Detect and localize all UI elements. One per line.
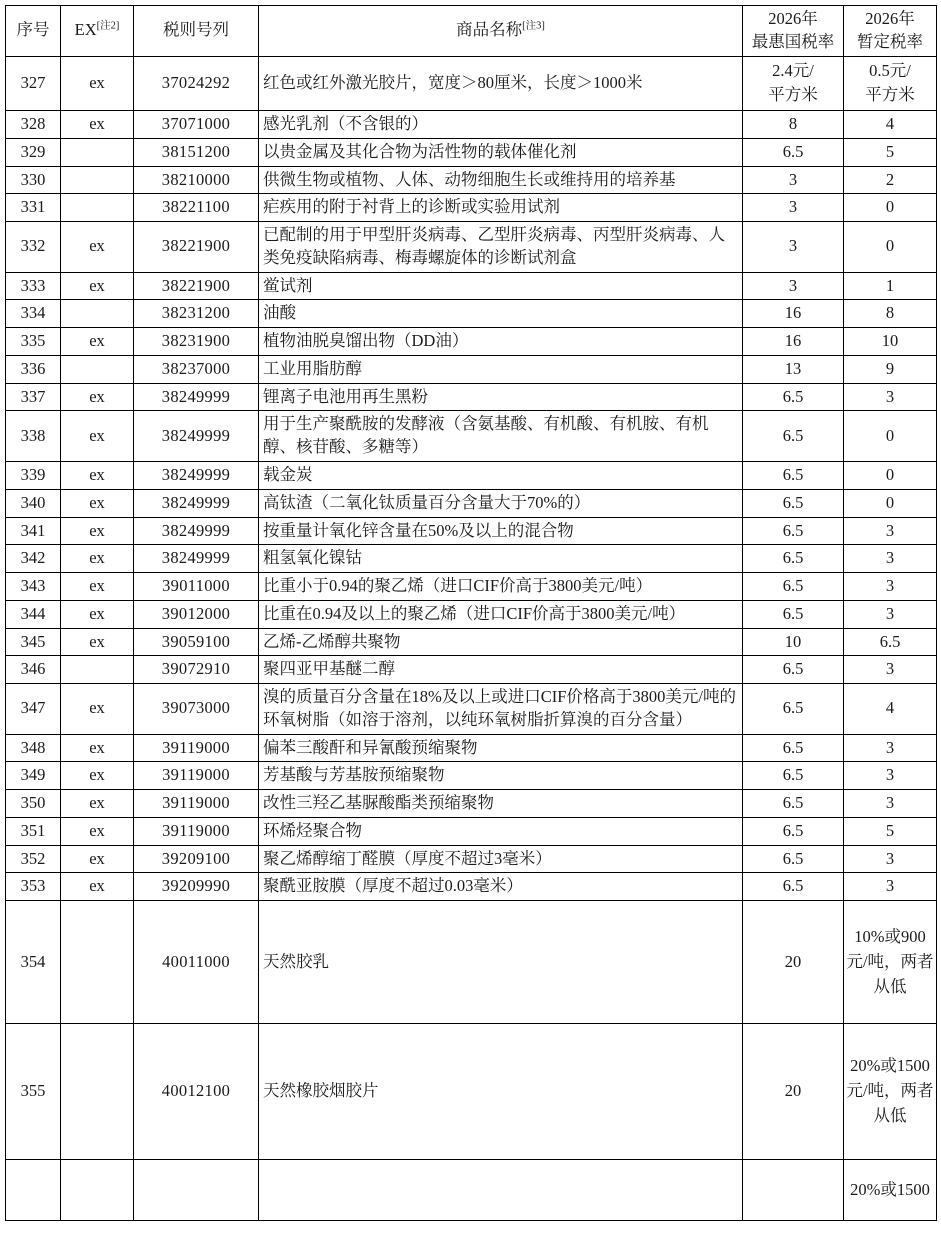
table-row[interactable] (6, 684, 937, 735)
cell-ex-marker (61, 300, 134, 328)
cell-provisional-rate: 6.5 (844, 628, 937, 656)
cell-mfn-rate: 2.4元/ 平方米 (743, 56, 844, 111)
cell-ex-marker: ex (61, 383, 134, 411)
cell-tariff-code: 38249999 (134, 489, 259, 517)
cell-product-name: 偏苯三酸酐和异氰酸预缩聚物 (259, 734, 743, 762)
cell-provisional-rate: 5 (844, 138, 937, 166)
cell-sequence-number: 352 (6, 845, 61, 873)
cell-tariff-code: 38231900 (134, 328, 259, 356)
cell-sequence-number: 329 (6, 138, 61, 166)
cell-tariff-code: 38221100 (134, 194, 259, 222)
header-label-ex-note: [注2] (96, 20, 120, 32)
cell-tariff-code: 39209990 (134, 873, 259, 901)
cell-sequence-number: 353 (6, 873, 61, 901)
cell-tariff-code: 38249999 (134, 461, 259, 489)
cell-product-name: 粗氢氧化镍钴 (259, 545, 743, 573)
cell-provisional-rate: 3 (844, 545, 937, 573)
cell-mfn-rate: 6.5 (743, 517, 844, 545)
cell-product-name: 已配制的用于甲型肝炎病毒、乙型肝炎病毒、丙型肝炎病毒、人类免疫缺陷病毒、梅毒螺旋体的诊断试剂盒 (259, 222, 743, 273)
table-row[interactable] (6, 734, 937, 762)
cell-ex-marker: ex (61, 111, 134, 139)
cell-tariff-code: 39119000 (134, 790, 259, 818)
cell-sequence-number: 331 (6, 194, 61, 222)
table-body (6, 56, 937, 1221)
cell-ex-marker: ex (61, 489, 134, 517)
cell-mfn-rate: 6.5 (743, 817, 844, 845)
cell-provisional-rate: 0 (844, 411, 937, 462)
table-row[interactable] (6, 762, 937, 790)
cell-sequence-number: 354 (6, 901, 61, 1024)
cell-ex-marker (61, 166, 134, 194)
table-row[interactable] (6, 489, 937, 517)
cell-ex-marker: ex (61, 517, 134, 545)
cell-tariff-code: 39119000 (134, 762, 259, 790)
table-row[interactable] (6, 383, 937, 411)
cell-ex-marker: ex (61, 573, 134, 601)
cell-mfn-rate: 6.5 (743, 461, 844, 489)
table-row[interactable] (6, 656, 937, 684)
cell-provisional-rate: 3 (844, 656, 937, 684)
cell-sequence-number: 347 (6, 684, 61, 735)
cell-product-name: 聚四亚甲基醚二醇 (259, 656, 743, 684)
cell-tariff-code: 37024292 (134, 56, 259, 111)
cell-sequence-number: 327 (6, 56, 61, 111)
cell-provisional-rate: 0 (844, 461, 937, 489)
column-header-provisional-rate (844, 6, 937, 57)
cell-product-name: 供微生物或植物、人体、动物细胞生长或维持用的培养基 (259, 166, 743, 194)
cell-sequence-number: 332 (6, 222, 61, 273)
cell-product-name: 红色或红外激光胶片，宽度＞80厘米，长度＞1000米 (259, 56, 743, 111)
cell-tariff-code: 37071000 (134, 111, 259, 139)
table-row[interactable] (6, 222, 937, 273)
table-row[interactable] (6, 790, 937, 818)
header-label-name-note: [注3] (522, 20, 545, 32)
cell-product-name: 工业用脂肪醇 (259, 355, 743, 383)
cell-provisional-rate: 4 (844, 111, 937, 139)
cell-mfn-rate: 6.5 (743, 684, 844, 735)
cell-provisional-rate: 3 (844, 573, 937, 601)
cell-tariff-code: 38231200 (134, 300, 259, 328)
cell-mfn-rate: 6.5 (743, 656, 844, 684)
cell-product-name: 鲎试剂 (259, 272, 743, 300)
cell-mfn-rate: 6.5 (743, 545, 844, 573)
header-label-name: 商品名称[注3] (456, 20, 545, 40)
table-row[interactable] (6, 272, 937, 300)
cell-ex-marker (61, 194, 134, 222)
cell-ex-marker: ex (61, 600, 134, 628)
cell-mfn-rate: 6.5 (743, 734, 844, 762)
cell-ex-marker: ex (61, 56, 134, 111)
table-row[interactable] (6, 300, 937, 328)
table-row[interactable] (6, 56, 937, 111)
cell-mfn-rate: 6.5 (743, 762, 844, 790)
cell-tariff-code: 38221900 (134, 272, 259, 300)
cell-product-name: 疟疾用的附于衬背上的诊断或实验用试剂 (259, 194, 743, 222)
cell-tariff-code: 38249999 (134, 411, 259, 462)
cell-provisional-rate: 3 (844, 517, 937, 545)
cell-tariff-code: 39209100 (134, 845, 259, 873)
cell-mfn-rate: 6.5 (743, 600, 844, 628)
cell-ex-marker: ex (61, 817, 134, 845)
cell-ex-marker: ex (61, 790, 134, 818)
cell-mfn-rate: 3 (743, 194, 844, 222)
cell-mfn-rate: 16 (743, 328, 844, 356)
cell-product-name (259, 1159, 743, 1221)
cell-mfn-rate: 13 (743, 355, 844, 383)
cell-product-name: 植物油脱臭馏出物（DD油） (259, 328, 743, 356)
cell-mfn-rate: 8 (743, 111, 844, 139)
cell-sequence-number: 341 (6, 517, 61, 545)
table-row[interactable] (6, 1024, 937, 1159)
cell-tariff-code: 38221900 (134, 222, 259, 273)
table-row[interactable] (6, 873, 937, 901)
cell-sequence-number: 338 (6, 411, 61, 462)
cell-product-name: 比重在0.94及以上的聚乙烯（进口CIF价高于3800美元/吨） (259, 600, 743, 628)
cell-provisional-rate: 0 (844, 222, 937, 273)
table-row[interactable] (6, 461, 937, 489)
cell-product-name: 感光乳剂（不含银的） (259, 111, 743, 139)
cell-sequence-number: 348 (6, 734, 61, 762)
cell-provisional-rate: 3 (844, 762, 937, 790)
table-row[interactable] (6, 845, 937, 873)
table-row[interactable] (6, 355, 937, 383)
cell-ex-marker: ex (61, 734, 134, 762)
table-row-partial[interactable] (6, 1159, 937, 1221)
cell-sequence-number: 336 (6, 355, 61, 383)
column-header-ex (61, 6, 134, 57)
cell-mfn-rate (743, 1159, 844, 1221)
cell-tariff-code: 39059100 (134, 628, 259, 656)
cell-sequence-number: 328 (6, 111, 61, 139)
cell-product-name: 乙烯-乙烯醇共聚物 (259, 628, 743, 656)
column-header-name (259, 6, 743, 57)
cell-provisional-rate: 20%或1500元/吨，两者从低 (844, 1024, 937, 1159)
cell-ex-marker (61, 901, 134, 1024)
cell-ex-marker: ex (61, 411, 134, 462)
header-label-prov-year: 2026年 (865, 9, 915, 28)
cell-tariff-code: 38249999 (134, 545, 259, 573)
cell-tariff-code: 39119000 (134, 817, 259, 845)
cell-ex-marker: ex (61, 545, 134, 573)
cell-ex-marker (61, 1024, 134, 1159)
cell-tariff-code: 40011000 (134, 901, 259, 1024)
cell-tariff-code: 38151200 (134, 138, 259, 166)
cell-sequence-number: 330 (6, 166, 61, 194)
cell-ex-marker (61, 355, 134, 383)
cell-sequence-number: 333 (6, 272, 61, 300)
cell-provisional-rate: 0 (844, 489, 937, 517)
cell-ex-marker: ex (61, 628, 134, 656)
table-row[interactable] (6, 111, 937, 139)
cell-mfn-rate: 3 (743, 166, 844, 194)
cell-product-name: 锂离子电池用再生黑粉 (259, 383, 743, 411)
cell-sequence-number: 351 (6, 817, 61, 845)
cell-sequence-number: 334 (6, 300, 61, 328)
cell-sequence-number: 340 (6, 489, 61, 517)
header-label-seq: 序号 (16, 20, 50, 40)
cell-mfn-rate: 6.5 (743, 790, 844, 818)
cell-provisional-rate: 8 (844, 300, 937, 328)
cell-mfn-rate: 3 (743, 272, 844, 300)
cell-ex-marker (61, 1159, 134, 1221)
cell-product-name: 溴的质量百分含量在18%及以上或进口CIF价格高于3800美元/吨的环氧树脂（如溶于溶剂，以纯环氧树脂折算溴的百分含量） (259, 684, 743, 735)
cell-ex-marker: ex (61, 461, 134, 489)
cell-sequence-number: 343 (6, 573, 61, 601)
cell-provisional-rate: 3 (844, 383, 937, 411)
table-row[interactable] (6, 573, 937, 601)
cell-product-name: 以贵金属及其化合物为活性物的载体催化剂 (259, 138, 743, 166)
cell-provisional-rate: 20%或1500 (844, 1159, 937, 1221)
cell-sequence-number: 345 (6, 628, 61, 656)
table-row[interactable] (6, 600, 937, 628)
table-row[interactable] (6, 545, 937, 573)
cell-provisional-rate: 1 (844, 272, 937, 300)
cell-mfn-rate: 6.5 (743, 489, 844, 517)
cell-tariff-code: 38249999 (134, 517, 259, 545)
cell-tariff-code: 38210000 (134, 166, 259, 194)
cell-mfn-rate: 16 (743, 300, 844, 328)
header-label-code: 税则号列 (163, 20, 229, 40)
cell-tariff-code: 38237000 (134, 355, 259, 383)
cell-product-name: 芳基酸与芳基胺预缩聚物 (259, 762, 743, 790)
cell-provisional-rate: 10 (844, 328, 937, 356)
cell-ex-marker (61, 656, 134, 684)
cell-tariff-code: 39011000 (134, 573, 259, 601)
cell-mfn-rate: 6.5 (743, 873, 844, 901)
cell-sequence-number: 342 (6, 545, 61, 573)
table-row[interactable] (6, 138, 937, 166)
cell-sequence-number: 355 (6, 1024, 61, 1159)
cell-mfn-rate: 6.5 (743, 383, 844, 411)
cell-mfn-rate: 6.5 (743, 845, 844, 873)
cell-sequence-number: 339 (6, 461, 61, 489)
cell-mfn-rate: 3 (743, 222, 844, 273)
cell-sequence-number: 349 (6, 762, 61, 790)
column-header-code (134, 6, 259, 57)
cell-provisional-rate: 2 (844, 166, 937, 194)
cell-product-name: 按重量计氧化锌含量在50%及以上的混合物 (259, 517, 743, 545)
cell-mfn-rate: 6.5 (743, 573, 844, 601)
column-header-seq (6, 6, 61, 57)
cell-sequence-number: 346 (6, 656, 61, 684)
cell-provisional-rate: 3 (844, 600, 937, 628)
cell-provisional-rate: 3 (844, 845, 937, 873)
cell-sequence-number: 335 (6, 328, 61, 356)
tariff-table (5, 5, 937, 1221)
cell-product-name: 天然胶乳 (259, 901, 743, 1024)
cell-ex-marker: ex (61, 684, 134, 735)
cell-mfn-rate: 10 (743, 628, 844, 656)
cell-ex-marker: ex (61, 222, 134, 273)
cell-product-name: 油酸 (259, 300, 743, 328)
cell-provisional-rate: 3 (844, 734, 937, 762)
cell-mfn-rate: 20 (743, 901, 844, 1024)
cell-ex-marker: ex (61, 328, 134, 356)
cell-tariff-code: 40012100 (134, 1024, 259, 1159)
header-label-mfn-year: 2026年 (768, 9, 818, 28)
cell-provisional-rate: 0.5元/ 平方米 (844, 56, 937, 111)
cell-provisional-rate: 9 (844, 355, 937, 383)
table-row[interactable] (6, 328, 937, 356)
cell-sequence-number: 350 (6, 790, 61, 818)
cell-sequence-number: 344 (6, 600, 61, 628)
table-row[interactable] (6, 901, 937, 1024)
cell-provisional-rate: 4 (844, 684, 937, 735)
cell-ex-marker: ex (61, 873, 134, 901)
cell-mfn-rate: 6.5 (743, 138, 844, 166)
cell-provisional-rate: 0 (844, 194, 937, 222)
cell-ex-marker (61, 138, 134, 166)
table-row[interactable] (6, 628, 937, 656)
cell-provisional-rate: 3 (844, 790, 937, 818)
header-row (6, 6, 937, 57)
cell-ex-marker: ex (61, 272, 134, 300)
cell-mfn-rate: 20 (743, 1024, 844, 1159)
table-row[interactable] (6, 817, 937, 845)
cell-tariff-code: 39073000 (134, 684, 259, 735)
cell-tariff-code: 38249999 (134, 383, 259, 411)
cell-product-name: 环烯烃聚合物 (259, 817, 743, 845)
column-header-mfn-rate (743, 6, 844, 57)
cell-product-name: 改性三羟乙基脲酸酯类预缩聚物 (259, 790, 743, 818)
table-row[interactable] (6, 194, 937, 222)
cell-provisional-rate: 3 (844, 873, 937, 901)
header-label-mfn-rate: 最惠国税率 (751, 31, 835, 51)
table-header (6, 6, 937, 57)
cell-sequence-number: 337 (6, 383, 61, 411)
header-label-ex: EX[注2] (74, 20, 120, 40)
cell-product-name: 聚酰亚胺膜（厚度不超过0.03毫米） (259, 873, 743, 901)
cell-tariff-code (134, 1159, 259, 1221)
cell-provisional-rate: 5 (844, 817, 937, 845)
cell-product-name: 高钛渣（二氧化钛质量百分含量大于70%的） (259, 489, 743, 517)
cell-product-name: 载金炭 (259, 461, 743, 489)
cell-sequence-number (6, 1159, 61, 1221)
cell-tariff-code: 39119000 (134, 734, 259, 762)
header-label-prov-rate: 暂定税率 (857, 31, 923, 51)
cell-mfn-rate: 6.5 (743, 411, 844, 462)
cell-product-name: 比重小于0.94的聚乙烯（进口CIF价高于3800美元/吨） (259, 573, 743, 601)
table-row[interactable] (6, 517, 937, 545)
cell-product-name: 聚乙烯醇缩丁醛膜（厚度不超过3毫米） (259, 845, 743, 873)
cell-ex-marker: ex (61, 845, 134, 873)
cell-product-name: 用于生产聚酰胺的发酵液（含氨基酸、有机酸、有机胺、有机醇、核苷酸、多糖等） (259, 411, 743, 462)
cell-provisional-rate: 10%或900元/吨，两者从低 (844, 901, 937, 1024)
cell-tariff-code: 39072910 (134, 656, 259, 684)
table-row[interactable] (6, 166, 937, 194)
table-row[interactable] (6, 411, 937, 462)
cell-ex-marker: ex (61, 762, 134, 790)
cell-tariff-code: 39012000 (134, 600, 259, 628)
cell-product-name: 天然橡胶烟胶片 (259, 1024, 743, 1159)
